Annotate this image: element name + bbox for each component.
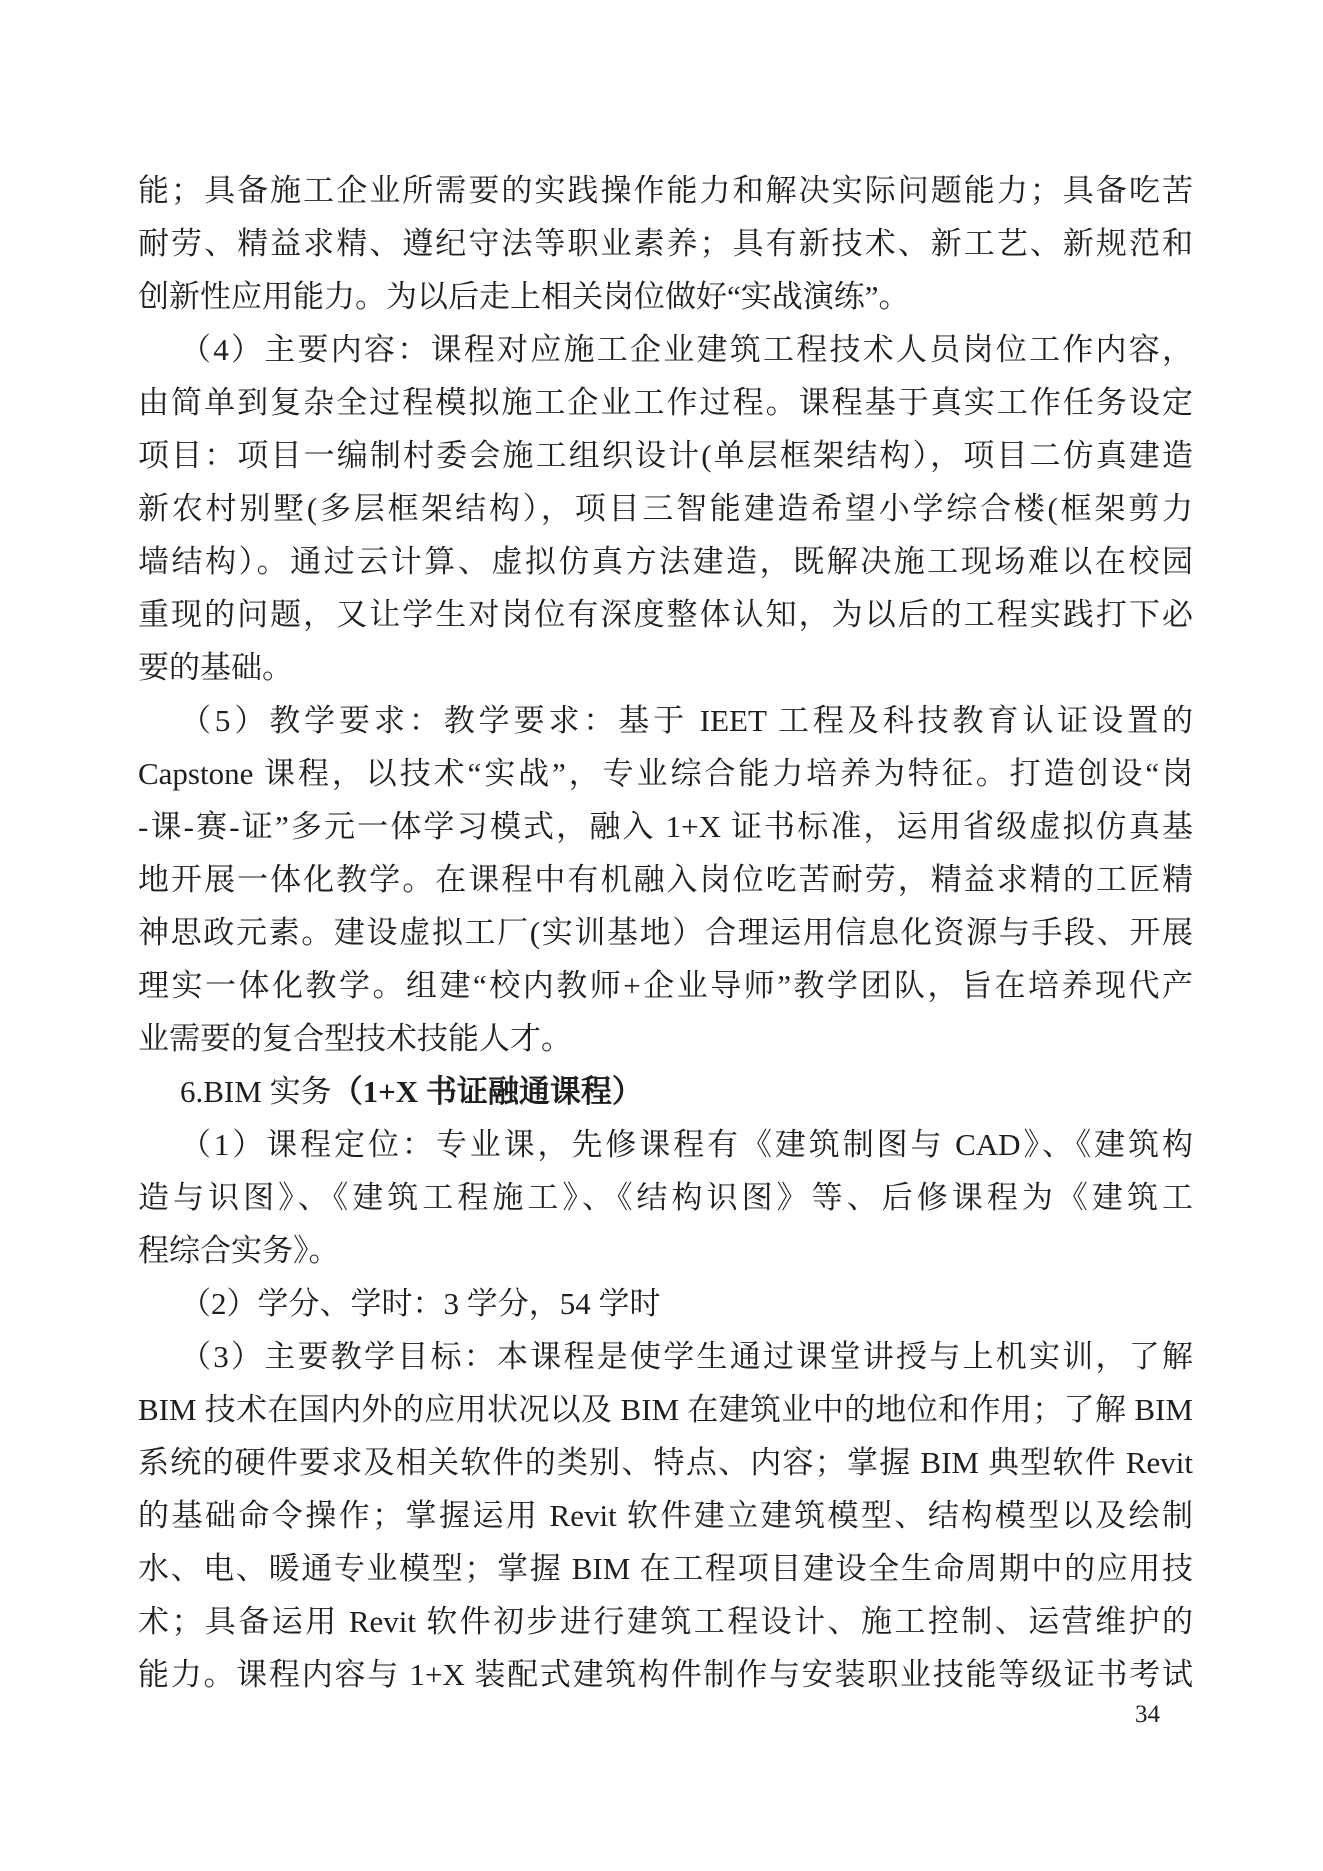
text-line: BIM 技术在国内外的应用状况以及 BIM 在建筑业中的地位和作用；了解 BIM (138, 1392, 1193, 1427)
text-line: （2）学分、学时：3 学分，54 学时 (180, 1286, 661, 1321)
text-line: 墙结构）。通过云计算、虚拟仿真方法建造，既解决施工现场难以在校园 (138, 544, 1193, 579)
text-line: （5）教学要求：教学要求：基于 IEET 工程及科技教育认证设置的 (180, 703, 1193, 738)
text-line: Capstone 课程，以技术“实战”，专业综合能力培养为特征。打造创设“岗 (138, 756, 1193, 791)
text-line: 能；具备施工企业所需要的实践操作能力和解决实际问题能力；具备吃苦 (138, 173, 1193, 208)
text-line (138, 1065, 1193, 1118)
text-line: （4）主要内容：课程对应施工企业建筑工程技术人员岗位工作内容， (180, 332, 1193, 367)
text-line: 重现的问题，又让学生对岗位有深度整体认知，为以后的工程实践打下必 (138, 597, 1193, 632)
text-line: （1）课程定位：专业课，先修课程有《建筑制图与 CAD》、《建筑构 (180, 1127, 1193, 1162)
text-line: 业需要的复合型技术技能人才。 (138, 1021, 572, 1056)
text-line: 耐劳、精益求精、遵纪守法等职业素养；具有新技术、新工艺、新规范和 (138, 226, 1193, 261)
page-number: 34 (1135, 1701, 1160, 1728)
page-body (138, 164, 1193, 1701)
text-line: 由简单到复杂全过程模拟施工企业工作过程。课程基于真实工作任务设定 (138, 385, 1193, 420)
text-line: 水、电、暖通专业模型；掌握 BIM 在工程项目建设全生命周期中的应用技 (138, 1551, 1193, 1586)
text-line: 地开展一体化教学。在课程中有机融入岗位吃苦耐劳，精益求精的工匠精 (138, 862, 1193, 897)
text-line: 新农村别墅(多层框架结构），项目三智能建造希望小学综合楼(框架剪力 (138, 491, 1193, 526)
text-line: -课-赛-证”多元一体学习模式，融入 1+X 证书标准，运用省级虚拟仿真基 (138, 809, 1193, 844)
text-line: 项目：项目一编制村委会施工组织设计(单层框架结构），项目二仿真建造 (138, 438, 1193, 473)
text-line: 造与识图》、《建筑工程施工》、《结构识图》等、后修课程为《建筑工 (138, 1180, 1193, 1215)
text-line: 创新性应用能力。为以后走上相关岗位做好“实战演练”。 (138, 279, 910, 314)
text-line: 的基础命令操作；掌握运用 Revit 软件建立建筑模型、结构模型以及绘制 (138, 1498, 1193, 1533)
text-line: 系统的硬件要求及相关软件的类别、特点、内容；掌握 BIM 典型软件 Revit (138, 1445, 1193, 1480)
text-line: 术；具备运用 Revit 软件初步进行建筑工程设计、施工控制、运营维护的 (138, 1604, 1193, 1639)
text-line: 要的基础。 (138, 650, 293, 685)
text-line: 神思政元素。建设虚拟工厂(实训基地）合理运用信息化资源与手段、开展 (138, 915, 1193, 950)
text-line: 理实一体化教学。组建“校内教师+企业导师”教学团队，旨在培养现代产 (138, 968, 1193, 1003)
heading-segment: 6.BIM 实务 (180, 1074, 332, 1109)
text-line: 能力。课程内容与 1+X 装配式建筑构件制作与安装职业技能等级证书考试 (138, 1657, 1193, 1692)
heading-bold-segment: （1+X 书证融通课程） (331, 1074, 643, 1109)
text-line: （3）主要教学目标：本课程是使学生通过课堂讲授与上机实训，了解 (180, 1339, 1193, 1374)
text-line: 程综合实务》。 (138, 1233, 340, 1268)
